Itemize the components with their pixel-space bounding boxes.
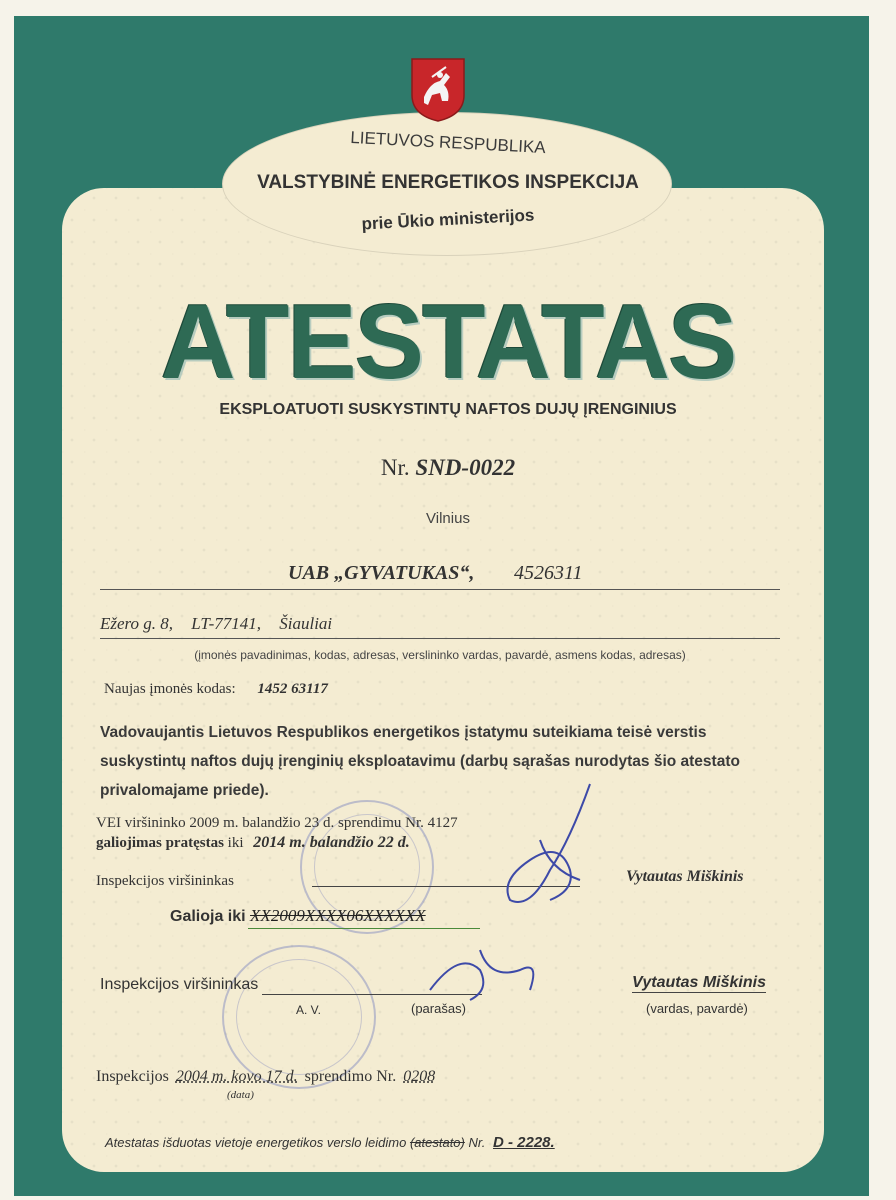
decision-date: 2004 m. kovo 17 d.: [175, 1068, 298, 1085]
extension-validity: [96, 834, 410, 852]
extension-bold: galiojimas pratęstas: [96, 835, 224, 851]
date-caption: (data): [227, 1089, 254, 1101]
address-postcode: LT-77141,: [191, 614, 261, 633]
holder-company-line: [100, 562, 780, 590]
footer-struck: (atestato): [409, 1135, 465, 1150]
footer-value: D - 2228.: [492, 1134, 555, 1151]
valid-until: [170, 906, 426, 926]
valid-underline: [248, 928, 480, 929]
extension-head-label: Inspekcijos viršininkas: [96, 873, 234, 889]
header-agency: VALSTYBINĖ ENERGETIKOS INSPEKCIJA: [257, 172, 639, 193]
extension-date: 2014 m. balandžio 22 d.: [253, 834, 410, 851]
handwritten-signature-lower: [420, 930, 550, 1010]
issuing-decision: [96, 1068, 438, 1086]
extension-head-name: Vytautas Miškinis: [626, 868, 744, 885]
footer-nr: Nr.: [468, 1135, 486, 1150]
new-code-value: 1452 63117: [257, 681, 328, 697]
extension-until: iki: [227, 835, 244, 851]
certificate-title: ATESTATAS: [160, 283, 736, 401]
holder-field-note: (įmonės pavadinimas, kodas, adresas, verslininko vardas, pavardė, asmens kodas, adresas): [194, 648, 686, 662]
footer-note: [105, 1134, 555, 1151]
decision-middle: sprendimo Nr.: [304, 1068, 397, 1085]
stamp-place-label: A. V.: [296, 1003, 321, 1017]
holder-code: 4526311: [514, 562, 583, 584]
footer-text: Atestatas išduotas vietoje energetikos verslo leidimo: [105, 1135, 407, 1150]
issue-city: Vilnius: [426, 510, 470, 527]
decision-number: 0208: [403, 1068, 436, 1085]
vytis-coat-of-arms-icon: [410, 57, 466, 123]
body-paragraph: Vadovaujantis Lietuvos Respublikos energetikos įstatymu suteikiama teisė verstis suskystintų naftos dujų įrenginių eksploatavimu (darbų sąrašas nurodytas šio atestato privalomajame priede).: [100, 724, 740, 799]
number-label: Nr.: [380, 455, 410, 480]
handwritten-signature-upper: [490, 780, 620, 920]
signature-caption: (parašas): [411, 1001, 466, 1016]
number-value: SND-0022: [415, 455, 516, 480]
address-street: Ežero g. 8,: [100, 614, 174, 633]
new-code-label: Naujas įmonės kodas:: [104, 681, 236, 697]
address-city: Šiauliai: [279, 614, 333, 633]
signature-name: Vytautas Miškinis: [632, 974, 766, 991]
holder-address-line: [100, 614, 780, 639]
certificate-subtitle: EKSPLOATUOTI SUSKYSTINTŲ NAFTOS DUJŲ ĮRENGINIUS: [219, 401, 677, 418]
valid-label: Galioja iki: [170, 908, 246, 925]
signature-head-label: Inspekcijos viršininkas: [100, 976, 259, 993]
decision-prefix: Inspekcijos: [96, 1068, 169, 1085]
new-company-code: [104, 681, 328, 698]
holder-name: UAB „GYVATUKAS“,: [288, 562, 475, 584]
valid-value-struck: XX2009XXXX06XXXXXX: [250, 906, 426, 925]
certificate-number: [0, 455, 896, 481]
extension-decision: VEI viršininko 2009 m. balandžio 23 d. sprendimu Nr. 4127: [96, 815, 458, 831]
name-caption: (vardas, pavardė): [646, 1001, 748, 1016]
header-republic: LIETUVOS RESPUBLIKA: [349, 127, 547, 158]
header-ministry: prie Ūkio ministerijos: [361, 205, 535, 234]
